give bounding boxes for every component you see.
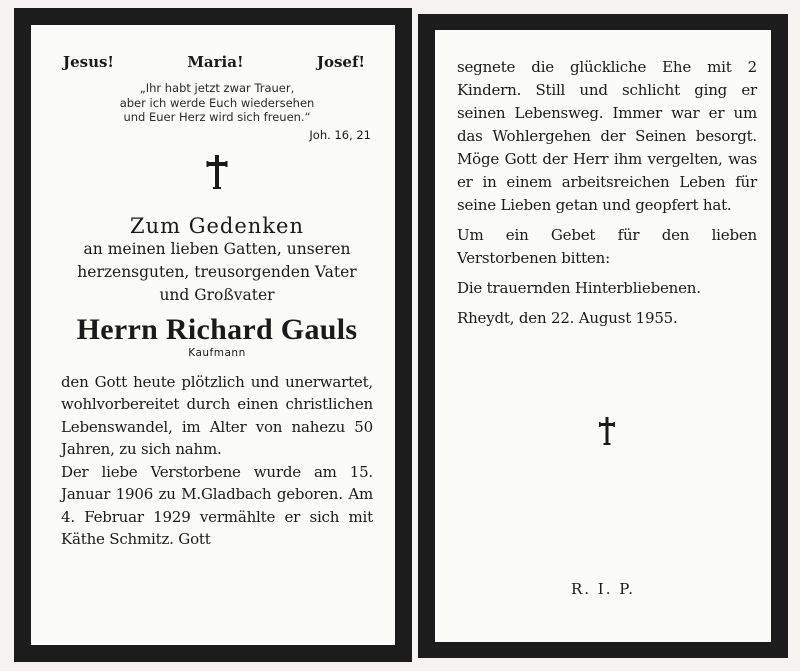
dedication-line: und Großvater: [159, 285, 275, 304]
body-paragraph: den Gott heute plötzlich und unerwartet, wohlvorbereitet durch einen christlichen Lebenswandel, im Alter von nahezu 50 Jahren, zu sich nahm.: [61, 372, 373, 458]
prayer-request: Um ein Gebet für den lieben Verstorbenen bitten:: [457, 226, 757, 267]
quote-reference: Joh. 16, 21: [309, 127, 371, 142]
cross-icon: [206, 154, 228, 190]
dedication-line: an meinen lieben Gatten, unseren: [83, 239, 351, 258]
quote-line: aber ich werde Euch wiedersehen: [119, 95, 315, 110]
holy-name-josef: Josef!: [316, 53, 365, 71]
left-card-inner: [31, 25, 395, 645]
right-body-text: [457, 56, 757, 330]
dedication-line: herzensguten, treusorgenden Vater: [77, 262, 357, 281]
left-body-text: [61, 371, 373, 551]
mourners-signature: Die trauernden Hinterbliebenen.: [457, 279, 701, 297]
right-card: [418, 14, 788, 658]
body-paragraph: Der liebe Verstorbene wurde am 15. Januar 1906 zu M.Gladbach geboren. Am 4. Februar 1929 vermählte er sich mit Käthe Schmitz. Gott: [61, 462, 373, 548]
body-paragraph: segnete die glückliche Ehe mit 2 Kindern. Still und schlicht ging er seinen Lebensweg. Immer war er um das Wohlergehen der Seinen besorgt. Möge Gott der Herr ihm vergelten, was er in einem arbeitsreichen Leben für seine Lieben getan und geopfert hat.: [457, 58, 757, 214]
deceased-name: Herrn Richard Gauls: [76, 312, 358, 346]
dedication: [61, 238, 373, 307]
place-and-date: Rheydt, den 22. August 1955.: [457, 309, 678, 327]
holy-name-jesus: Jesus!: [63, 53, 115, 71]
occupation: Kaufmann: [188, 346, 246, 359]
quote-line: „Ihr habt jetzt zwar Trauer,: [139, 81, 295, 95]
holy-family-line: [63, 53, 365, 71]
bible-quote: [61, 81, 373, 125]
left-card: [14, 8, 412, 662]
memorial-heading: Zum Gedenken: [130, 213, 304, 238]
holy-name-maria: Maria!: [187, 53, 244, 71]
cross-icon: [598, 416, 616, 446]
quote-line: und Euer Herz wird sich freuen.“: [123, 110, 311, 124]
right-card-inner: [435, 30, 771, 642]
rip-closing: R. I. P.: [570, 580, 636, 598]
